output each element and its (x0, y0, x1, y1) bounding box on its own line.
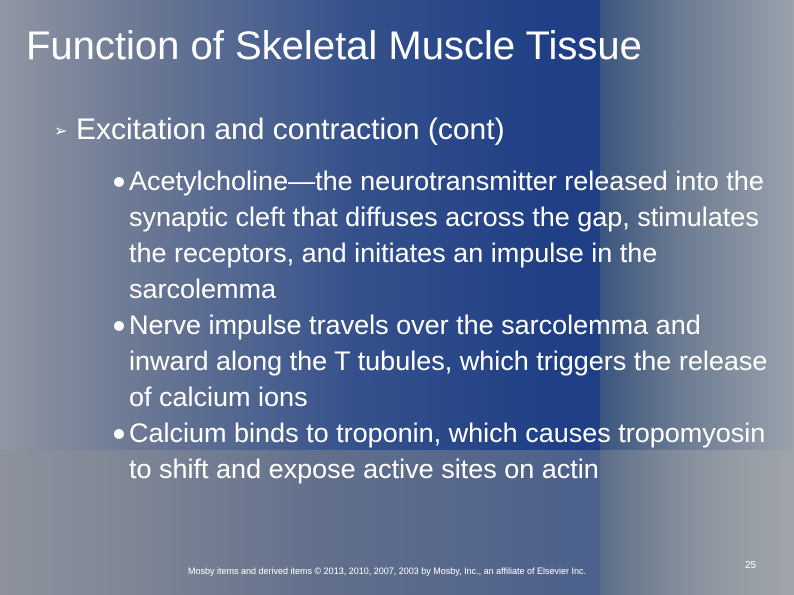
sub-bullet-text: Acetylcholine—the neurotransmitter released into the synaptic cleft that diffuses across the gap, stimulates the receptors, and initiates an impulse in the sarcolemma (129, 166, 764, 304)
sub-bullet-item (112, 307, 782, 415)
copyright-footer: Mosby items and derived items © 2013, 2010, 2007, 2003 by Mosby, Inc., an affiliate of Elsevier Inc. (188, 566, 587, 576)
sub-bullet-text: Nerve impulse travels over the sarcolemma and inward along the T tubules, which triggers the release of calcium ions (129, 310, 768, 412)
dot-bullet-icon (114, 429, 124, 439)
main-bullet-text: Excitation and contraction (cont) (76, 113, 505, 146)
arrow-bullet-icon: ➢ (54, 123, 68, 140)
slide-title: Function of Skeletal Muscle Tissue (26, 24, 642, 68)
sub-bullet-list (112, 163, 782, 487)
sub-bullet-item (112, 415, 782, 487)
sub-bullet-text: Calcium binds to troponin, which causes tropomyosin to shift and expose active sites on actin (129, 418, 766, 484)
page-number: 25 (745, 560, 757, 571)
dot-bullet-icon (114, 177, 124, 187)
sub-bullet-item (112, 163, 782, 307)
dot-bullet-icon (114, 321, 124, 331)
